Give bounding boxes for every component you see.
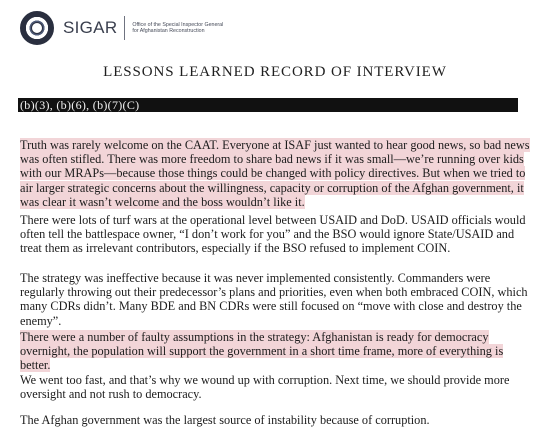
paragraph: The strategy was ineffective because it was never implemented consistently. Commanders were regularly throwing out their predecessor’s plans and priorities, even when both embraced COIN, which many CDRs didn’t. Many BDE and BN CDRs were still focused on “move with close and destroy the enemy”.	[20, 271, 528, 328]
paragraph: The Afghan government was the largest source of instability because of corruption.	[20, 413, 430, 427]
document-header	[20, 9, 252, 47]
paragraph	[20, 330, 532, 373]
org-subtitle	[132, 22, 252, 34]
highlighted-text: Truth was rarely welcome on the CAAT. Everyone at ISAF just wanted to hear good news, so bad news was often stifled. There was more freedom to share bad news if it was small—we’re running over kids with our MRAPs—because those things could be changed with policy directives. But when we tried to air larger strategic concerns about the willingness, capacity or corruption of the Afghan government, it was clear it wasn’t welcome and the boss wouldn’t like it.	[20, 138, 530, 209]
paragraph	[20, 138, 532, 209]
org-subtitle-line-1: Office of the Special Inspector General	[132, 21, 224, 28]
redaction-bar	[18, 98, 518, 112]
header-divider	[124, 16, 125, 40]
sigar-seal-icon	[20, 11, 54, 45]
paragraph: There were lots of turf wars at the operational level between USAID and DoD. USAID officials would often tell the battlespace owner, “I don’t work for you” and the BSO would ignore State/USAID and treat them as irrelevant contributors, especially if the BSO refused to implement COIN.	[20, 213, 526, 256]
highlighted-text: There were a number of faulty assumptions in the strategy: Afghanistan is ready for democracy overnight, the population will support the government in a short time frame, more of everything is better.	[20, 330, 504, 373]
org-name: SIGAR	[63, 18, 118, 37]
paragraph: We went too fast, and that’s why we wound up with corruption. Next time, we should provide more oversight and not rush to democracy.	[20, 373, 510, 402]
org-subtitle-line-2: for Afghanistan Reconstruction	[132, 28, 205, 34]
redaction-code: (b)(3), (b)(6), (b)(7)(C)	[20, 97, 140, 112]
document-title: LESSONS LEARNED RECORD OF INTERVIEW	[103, 64, 447, 80]
